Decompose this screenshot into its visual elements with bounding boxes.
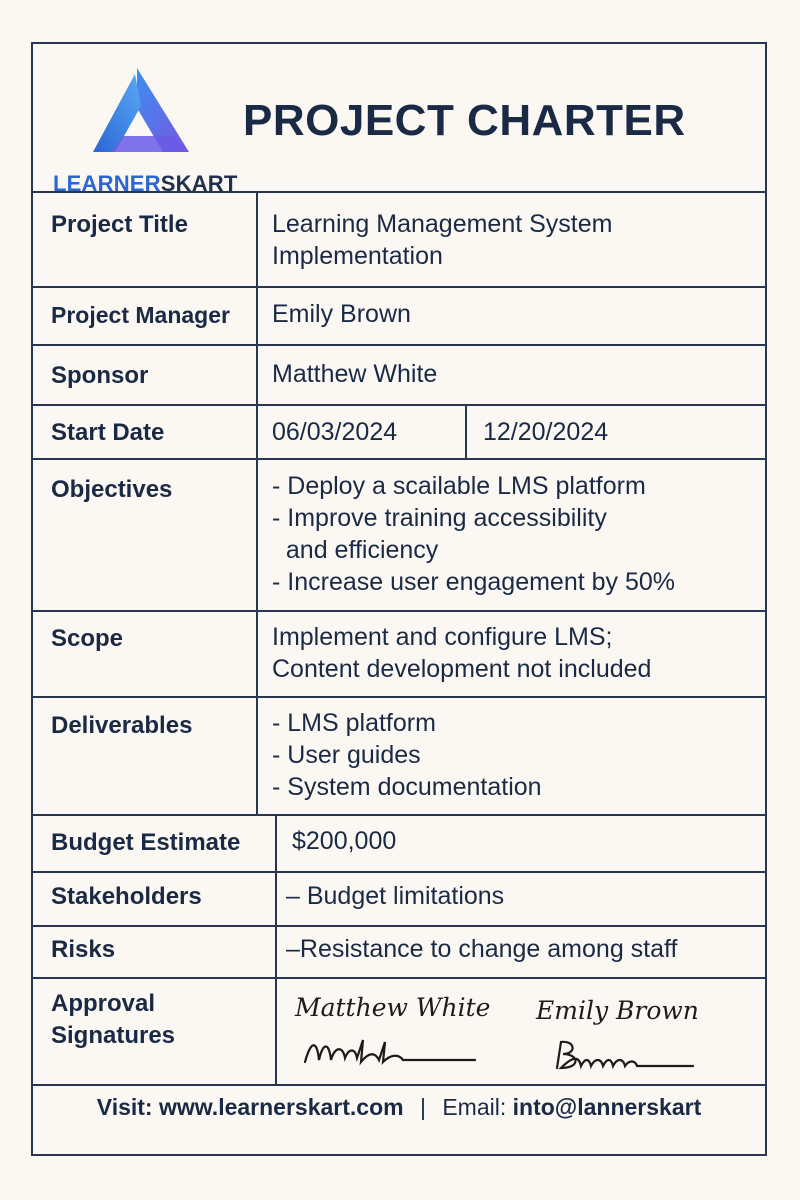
divider — [33, 191, 765, 193]
divider — [33, 286, 765, 288]
deliverables-value: - LMS platform - User guides - System documentation — [272, 709, 542, 801]
sponsor-value: Matthew White — [272, 360, 438, 388]
footer — [33, 1094, 765, 1121]
website-link[interactable]: www.learnerskart.com — [158, 1094, 404, 1120]
deliverables-label: Deliverables — [51, 712, 193, 739]
column-divider — [275, 814, 277, 1084]
stakeholders-value: – Budget limitations — [286, 882, 505, 910]
end-date-value: 12/20/2024 — [483, 418, 609, 446]
visit-label: Visit: — [96, 1094, 153, 1120]
footer-separator: | — [419, 1094, 426, 1120]
divider — [33, 977, 765, 979]
approval-signatures-label: Approval Signatures — [51, 990, 176, 1049]
email-label: Email: — [442, 1094, 507, 1120]
budget-label: Budget Estimate — [51, 829, 241, 856]
scope-label: Scope — [51, 625, 124, 652]
logo — [53, 66, 238, 196]
column-divider — [256, 191, 258, 814]
divider — [33, 814, 765, 816]
signature-name-1: Matthew White — [295, 993, 491, 1022]
project-title-value: Learning Management System Implementation — [272, 210, 613, 270]
logo-text-part-1: LEARNER — [53, 171, 161, 196]
divider — [33, 404, 765, 406]
email-link[interactable]: into@lannerskart — [512, 1094, 702, 1120]
risks-label: Risks — [51, 936, 116, 963]
project-manager-label: Project Manager — [51, 302, 230, 328]
divider — [33, 458, 765, 460]
project-manager-value: Emily Brown — [272, 300, 411, 328]
signature-name-2: Emily Brown — [536, 996, 699, 1025]
signature-scribble-1 — [299, 1032, 479, 1072]
start-date-value: 06/03/2024 — [272, 418, 398, 446]
risks-value: –Resistance to change among staff — [286, 935, 678, 963]
divider — [33, 610, 765, 612]
budget-value: $200,000 — [292, 827, 397, 855]
sponsor-label: Sponsor — [51, 362, 149, 389]
divider — [33, 344, 765, 346]
divider — [33, 696, 765, 698]
logo-text-part-2: SKART — [160, 171, 238, 196]
objectives-value: - Deploy a scailable LMS platform - Improve training accessibility and efficiency - Increase user engagement by 50% — [272, 472, 676, 596]
divider — [33, 925, 765, 927]
scope-value: Implement and configure LMS; Content development not included — [272, 623, 652, 683]
logo-triangle-icon — [85, 66, 195, 162]
charter-frame — [31, 42, 767, 1156]
stakeholders-label: Stakeholders — [51, 883, 202, 910]
start-date-label: Start Date — [51, 419, 165, 446]
divider — [33, 871, 765, 873]
objectives-label: Objectives — [51, 476, 173, 503]
header — [33, 44, 765, 196]
divider — [33, 1084, 765, 1086]
column-divider — [465, 404, 467, 458]
page-title: PROJECT CHARTER — [243, 96, 686, 145]
project-title-label: Project Title — [51, 211, 188, 238]
signature-scribble-2 — [553, 1036, 703, 1076]
